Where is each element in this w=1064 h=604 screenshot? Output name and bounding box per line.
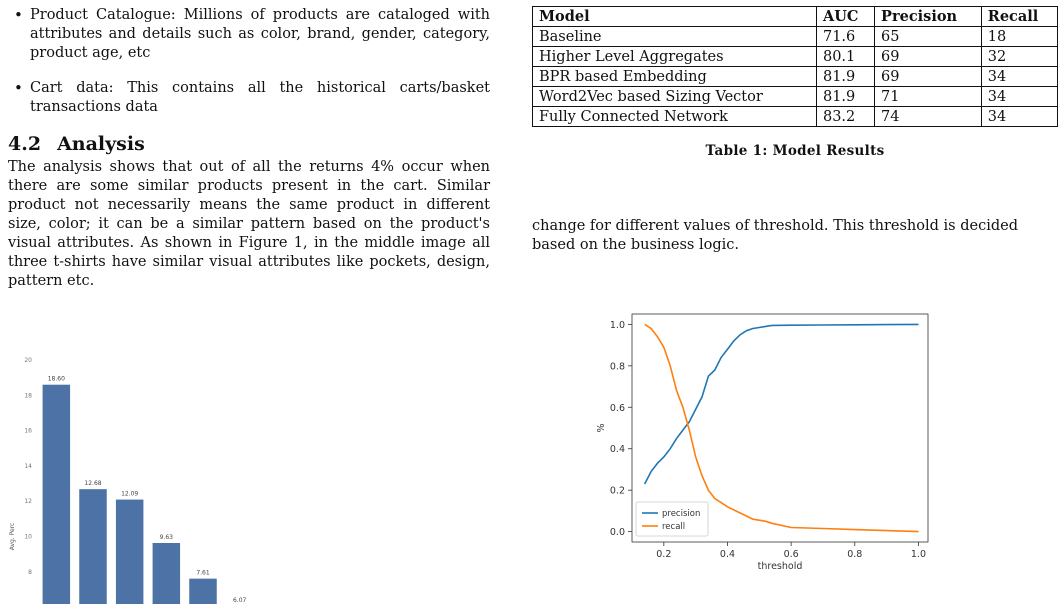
- table-row: [533, 27, 1058, 47]
- series-line-recall: [645, 324, 919, 531]
- cell-auc: 83.2: [816, 107, 874, 127]
- bar-value-label: 7.61: [196, 569, 210, 577]
- bullet-product-catalogue: • Product Catalogue: Millions of products are cataloged with attributes and details such as color, brand, gender, category, product age, etc: [30, 6, 490, 63]
- bar-value-label: 12.09: [121, 490, 139, 498]
- cell-recall: 34: [981, 107, 1057, 127]
- y-tick-label: 0.4: [609, 444, 625, 456]
- cell-precision: 69: [875, 67, 982, 87]
- left-column: [8, 6, 490, 291]
- table-row: [533, 67, 1058, 87]
- x-tick-label: 0.2: [656, 549, 672, 560]
- bar: [79, 489, 107, 604]
- header-auc: AUC: [816, 7, 874, 27]
- y-tick-label: 20: [24, 357, 32, 364]
- y-tick-label: 18: [24, 392, 32, 400]
- cell-recall: 34: [981, 67, 1057, 87]
- y-tick-label: 0.6: [609, 402, 625, 414]
- cell-model: Fully Connected Network: [533, 107, 817, 127]
- bar: [153, 543, 181, 604]
- threshold-paragraph: change for different values of threshold. This threshold is decided based on the business logic.: [532, 218, 1018, 253]
- bar-value-label: 9.63: [159, 534, 174, 541]
- y-tick-label: 16: [24, 427, 32, 435]
- bar-value-label: 6.07: [232, 596, 247, 604]
- x-tick-label: 1.0: [910, 549, 927, 560]
- section-title: Analysis: [57, 133, 145, 155]
- bar: [43, 385, 70, 604]
- y-tick-label: 1.0: [609, 319, 625, 331]
- cell-precision: 71: [875, 87, 982, 107]
- cell-auc: 80.1: [816, 47, 874, 67]
- series-line-precision: [645, 324, 919, 484]
- y-tick-label: 14: [24, 462, 32, 470]
- table-row: [533, 87, 1058, 107]
- y-axis-label: Avg. Perc: [9, 522, 16, 551]
- legend-label: recall: [662, 522, 686, 533]
- table-caption: Table 1: Model Results: [705, 143, 885, 159]
- cell-precision: 74: [875, 107, 982, 127]
- cell-recall: 34: [981, 87, 1057, 107]
- x-tick-label: 0.6: [783, 549, 799, 560]
- cell-recall: 32: [981, 47, 1057, 67]
- y-tick-label: 12: [24, 498, 32, 506]
- data-source-list: [8, 6, 490, 117]
- table-row: [533, 47, 1058, 67]
- bar: [116, 500, 143, 604]
- y-tick-label: 0.8: [609, 361, 625, 373]
- model-results-table: [532, 6, 1058, 127]
- section-number: 4.2: [8, 133, 42, 155]
- table-row: [533, 107, 1058, 127]
- y-tick-label: 0.0: [609, 527, 625, 539]
- cell-model: BPR based Embedding: [533, 67, 817, 87]
- cell-recall: 18: [981, 27, 1057, 47]
- header-model: Model: [533, 7, 817, 27]
- bar-chart: [8, 352, 490, 604]
- x-axis-label: threshold: [757, 561, 803, 572]
- cell-auc: 71.6: [816, 27, 874, 47]
- header-recall: Recall: [981, 7, 1057, 27]
- right-column: [532, 6, 1058, 255]
- table-header-row: [533, 7, 1058, 27]
- precision-recall-chart: [588, 312, 938, 580]
- bar: [189, 579, 217, 604]
- analysis-paragraph: The analysis shows that out of all the returns 4% occur when there are some similar products present in the cart. Similar product not necessarily means the same product in different size, color; it can be a similar pattern based on the product's visual attributes. As shown in Figure 1, in the middle image all three t-shirts have similar visual attributes like pockets, design, pattern etc.: [8, 159, 490, 289]
- legend-label: precision: [662, 509, 701, 520]
- cell-auc: 81.9: [816, 67, 874, 87]
- x-tick-label: 0.4: [719, 549, 736, 560]
- y-tick-label: 10: [24, 533, 32, 541]
- cell-model: Word2Vec based Sizing Vector: [533, 87, 817, 107]
- bullet-cart-data: • Cart data: This contains all the historical carts/basket transactions data: [30, 79, 490, 117]
- x-tick-label: 0.8: [847, 549, 863, 560]
- y-tick-label: 0.2: [609, 485, 625, 497]
- bar-value-label: 18.60: [47, 375, 65, 383]
- y-tick-label: 8: [28, 568, 32, 576]
- cell-precision: 69: [875, 47, 982, 67]
- cell-model: Baseline: [533, 27, 817, 47]
- y-axis-label: %: [596, 423, 607, 433]
- cell-auc: 81.9: [816, 87, 874, 107]
- cell-precision: 65: [875, 27, 982, 47]
- bar-value-label: 12.68: [84, 480, 102, 488]
- cell-model: Higher Level Aggregates: [533, 47, 817, 67]
- section-heading: [8, 133, 490, 155]
- header-precision: Precision: [875, 7, 982, 27]
